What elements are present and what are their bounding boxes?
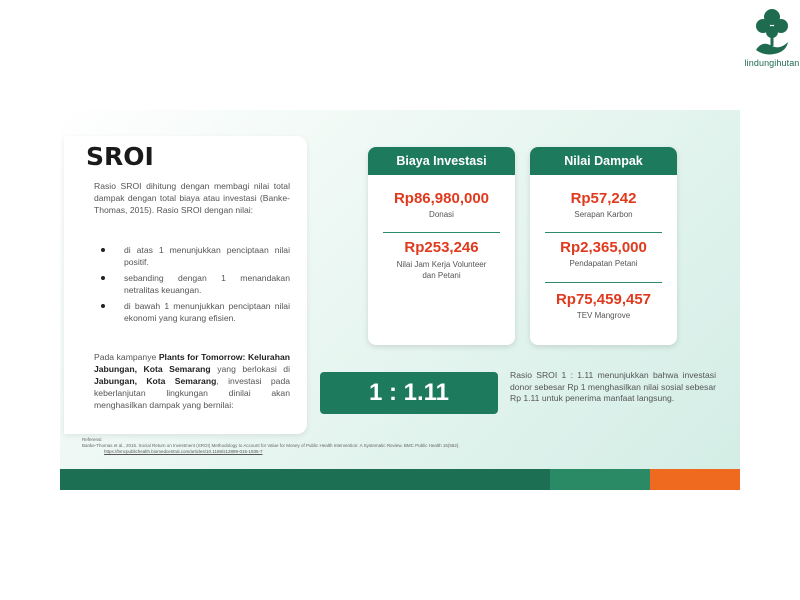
investment-value: Rp86,980,000 (393, 190, 490, 207)
campaign-text: Pada kampanye Plants for Tomorrow: Kelurahan Jabungan, Kota Semarang yang berlokasi di Jabungan, Kota Semarang, investasi pada keberlanjutan lingkungan dinilai akan menghasilkan dampak yang bernilai: (94, 352, 290, 410)
tree-hand-logo-icon (752, 6, 792, 58)
impact-value: Rp75,459,457 (555, 291, 652, 308)
list-item: di atas 1 menunjukkan penciptaan nilai positif. (94, 244, 290, 268)
divider (545, 282, 663, 283)
impact-label: Pendapatan Petani (569, 259, 638, 268)
impact-card-header: Nilai Dampak (530, 147, 677, 175)
list-item: di bawah 1 menunjukkan penciptaan nilai ekonomi yang kurang efisien. (94, 300, 290, 324)
list-item: sebanding dengan 1 menandakan netralitas keuangan. (94, 272, 290, 296)
divider (383, 232, 501, 233)
investment-card (368, 147, 515, 345)
investment-card-header: Biaya Investasi (368, 147, 515, 175)
sroi-slide (60, 110, 740, 490)
reference (82, 437, 722, 455)
sroi-explanation-card (64, 136, 307, 434)
bottom-band-light (550, 469, 650, 490)
bullet-icon (101, 248, 105, 252)
divider (545, 232, 663, 233)
reference-citation: Banke-Thomas et al., 2015. Social Return on Investment (SROI) Methodology to Account for Value for Money of Public Health Intervention: A Systematic Review. BMC Public Health 15(582). (82, 443, 460, 448)
impact-value: Rp2,365,000 (560, 239, 647, 256)
investment-label: Nilai Jam Kerja Volunteer dan Petani (396, 260, 487, 280)
sroi-criteria-list (94, 244, 290, 328)
slide-title: SROI (86, 142, 154, 171)
bullet-icon (101, 276, 105, 280)
sroi-ratio-box: 1 : 1.11 (320, 372, 498, 414)
bullet-icon (101, 304, 105, 308)
bottom-band-dark (60, 469, 550, 490)
sroi-intro-text: Rasio SROI dihitung dengan membagi nilai total dampak dengan total biaya atau investasi (Banke-Thomas, 2015). Rasio SROI dengan nilai: (94, 181, 290, 215)
impact-label: Serapan Karbon (574, 210, 633, 219)
impact-card (530, 147, 677, 345)
logo-wordmark: lindungihutan (744, 58, 800, 68)
investment-value: Rp253,246 (404, 239, 479, 256)
bottom-band-orange (650, 469, 740, 490)
lindungihutan-logo (744, 6, 800, 68)
impact-label: TEV Mangrove (576, 311, 631, 320)
reference-link[interactable]: https://bmcpublichealth.biomedcentral.com/articles/10.1186/s12889-015-1935-7 (104, 449, 263, 454)
reference-heading: Referensi: (82, 437, 103, 442)
investment-label: Donasi (429, 210, 454, 219)
sroi-ratio-explanation: Rasio SROI 1 : 1.11 menunjukkan bahwa investasi donor sebesar Rp 1 menghasilkan nilai sosial sebesar Rp 1.11 untuk penerima manfaat langsung. (510, 370, 716, 403)
impact-value: Rp57,242 (570, 190, 637, 207)
